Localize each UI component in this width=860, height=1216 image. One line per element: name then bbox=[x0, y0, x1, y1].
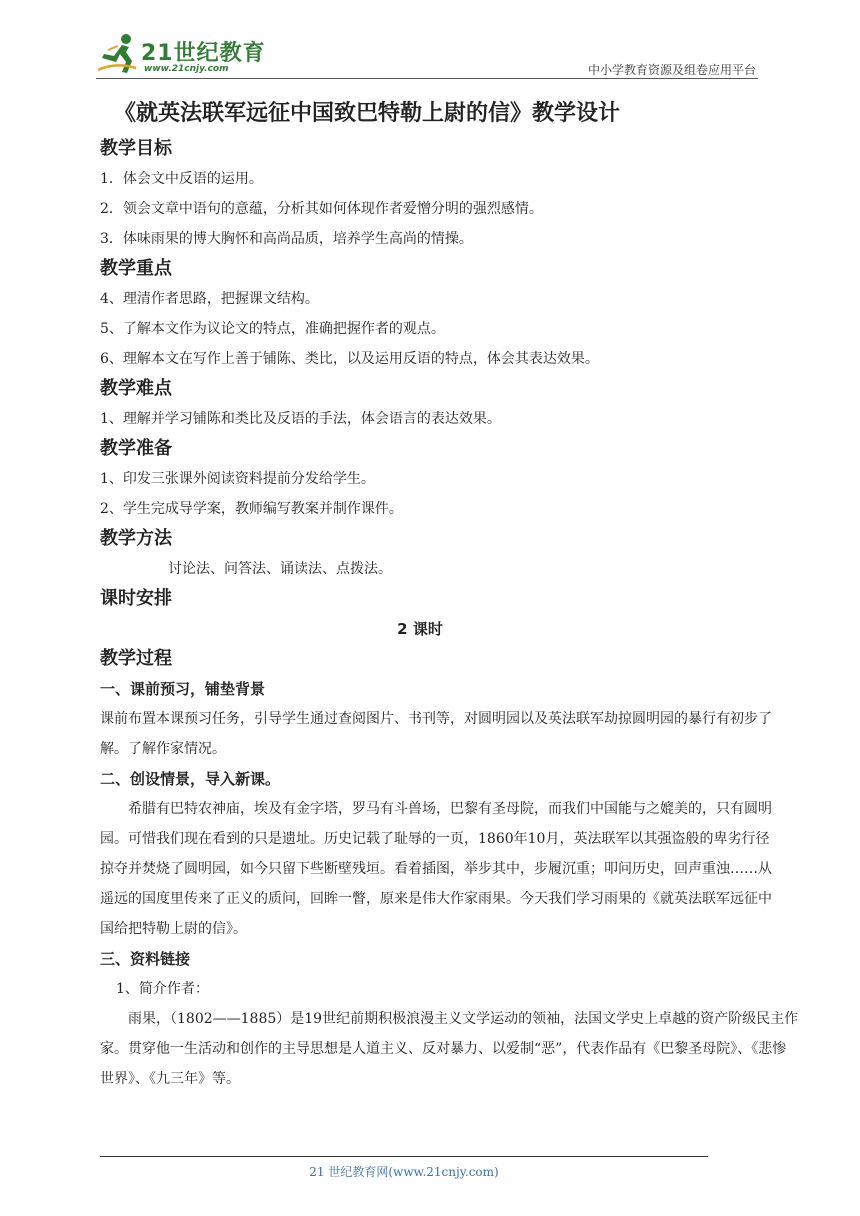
prep-item: 1、印发三张课外阅读资料提前分发给学生。 bbox=[100, 471, 375, 487]
section-heading-goals: 教学目标 bbox=[100, 138, 172, 159]
process-part1-title: 一、课前预习，铺垫背景 bbox=[100, 680, 266, 698]
key-item: 5、了解本文作为议论文的特点，准确把握作者的观点。 bbox=[100, 321, 445, 337]
section-heading-method: 教学方法 bbox=[100, 528, 172, 549]
goal-item: 1．体会文中反语的运用。 bbox=[100, 171, 263, 187]
key-item: 4、理清作者思路，把握课文结构。 bbox=[100, 291, 319, 307]
document-body bbox=[100, 98, 800, 1094]
process-part3-title: 三、资料链接 bbox=[100, 950, 191, 968]
section-heading-key: 教学重点 bbox=[100, 258, 172, 279]
section-heading-prep: 教学准备 bbox=[100, 438, 172, 459]
process-part1-text: 课前布置本课预习任务，引导学生通过查阅图片、书刊等，对圆明园以及英法联军劫掠圆明园的暴行有初步了解。了解作家情况。 bbox=[100, 711, 772, 757]
site-logo[interactable] bbox=[96, 30, 266, 80]
process-part2-text: 希腊有巴特农神庙，埃及有金字塔，罗马有斗兽场，巴黎有圣母院，而我们中国能与之媲美的，只有圆明园。可惜我们现在看到的只是遗址。历史记载了耻辱的一页，1860年10月，英法联军以其强盗般的卑劣行径掠夺并焚烧了圆明园，如今只留下些断壁残垣。看着插图，举步其中，步履沉重；叩问历史，回声重浊……从遥远的国度里传来了正义的质问，回眸一瞥，原来是伟大作家雨果。今天我们学习雨果的《就英法联军远征中国给把特勒上尉的信》。 bbox=[100, 801, 772, 937]
logo-text: 21世纪教育 bbox=[141, 41, 266, 66]
process-part3-subtitle: 1、简介作者： bbox=[116, 981, 209, 997]
section-heading-process: 教学过程 bbox=[100, 648, 172, 669]
process-part3-text: 雨果，（1802——1885）是19世纪前期积极浪漫主义文学运动的领袖，法国文学史上卓越的资产阶级民主作家。贯穿他一生活动和创作的主导思想是人道主义、反对暴力、以爱制“恶”，代表作品有《巴黎圣母院》、《悲惨世界》、《九三年》等。 bbox=[100, 1011, 799, 1087]
process-part2-title: 二、创设情景，导入新课。 bbox=[100, 770, 281, 788]
footer-link[interactable]: 21 世纪教育网(www.21cnjy.com) bbox=[309, 1165, 499, 1179]
schedule-text: 2 课时 bbox=[397, 620, 443, 638]
header-divider bbox=[96, 78, 758, 79]
section-heading-schedule: 课时安排 bbox=[100, 588, 172, 609]
goal-item: 2．领会文章中语句的意蕴，分析其如何体现作者爱憎分明的强烈感情。 bbox=[100, 201, 543, 217]
document-title: 《就英法联军远征中国致巴特勒上尉的信》教学设计 bbox=[114, 101, 621, 126]
page-header bbox=[96, 30, 756, 80]
runner-icon bbox=[96, 32, 140, 76]
platform-name: 中小学教育资源及组卷应用平台 bbox=[587, 63, 756, 77]
key-item: 6、理解本文在写作上善于铺陈、类比，以及运用反语的特点，体会其表达效果。 bbox=[100, 351, 599, 367]
footer-divider bbox=[100, 1156, 708, 1157]
method-text: 讨论法、问答法、诵读法、点拨法。 bbox=[168, 561, 392, 577]
difficulty-item: 1、理解并学习铺陈和类比及反语的手法，体会语言的表达效果。 bbox=[100, 411, 501, 427]
logo-url: www.21cnjy.com bbox=[144, 64, 229, 74]
prep-item: 2、学生完成导学案，教师编写教案并制作课件。 bbox=[100, 501, 403, 517]
section-heading-difficulty: 教学难点 bbox=[100, 378, 172, 399]
goal-item: 3．体味雨果的博大胸怀和高尚品质，培养学生高尚的情操。 bbox=[100, 231, 473, 247]
